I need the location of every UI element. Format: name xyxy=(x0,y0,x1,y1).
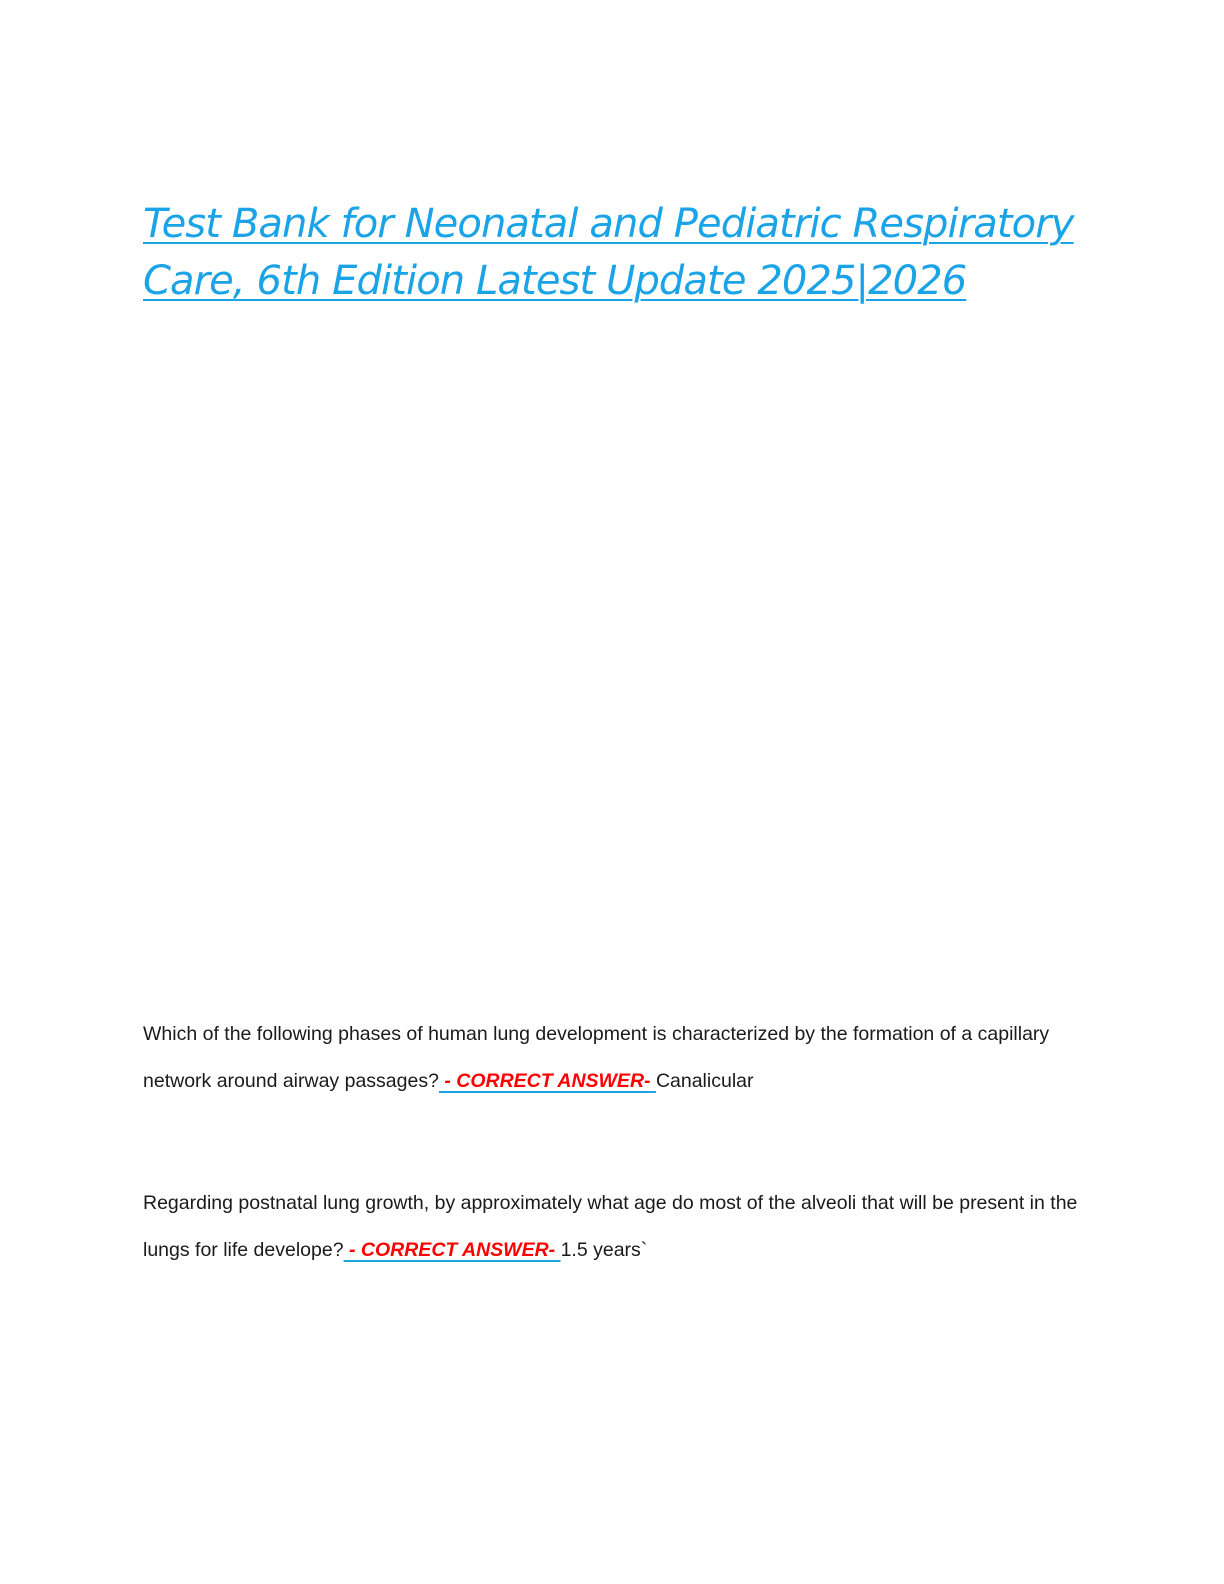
question-item xyxy=(143,1011,1083,1105)
question-item xyxy=(143,1180,1083,1274)
correct-answer-label: - CORRECT ANSWER- xyxy=(343,1239,561,1261)
question-text: Which of the following phases of human lung development is characterized by the formation of a capillary network around airway passages? xyxy=(143,1023,1050,1092)
answer-text: Canalicular xyxy=(655,1070,754,1092)
document-title-link[interactable]: Test Bank for Neonatal and Pediatric Respiratory Care, 6th Edition Latest Update 2025|2026 xyxy=(143,201,1074,304)
answer-text: 1.5 years` xyxy=(560,1239,648,1261)
question-text: Regarding postnatal lung growth, by approximately what age do most of the alveoli that will be present in the lungs for life develope? xyxy=(143,1192,1078,1261)
correct-answer-label: - CORRECT ANSWER- xyxy=(438,1070,656,1092)
